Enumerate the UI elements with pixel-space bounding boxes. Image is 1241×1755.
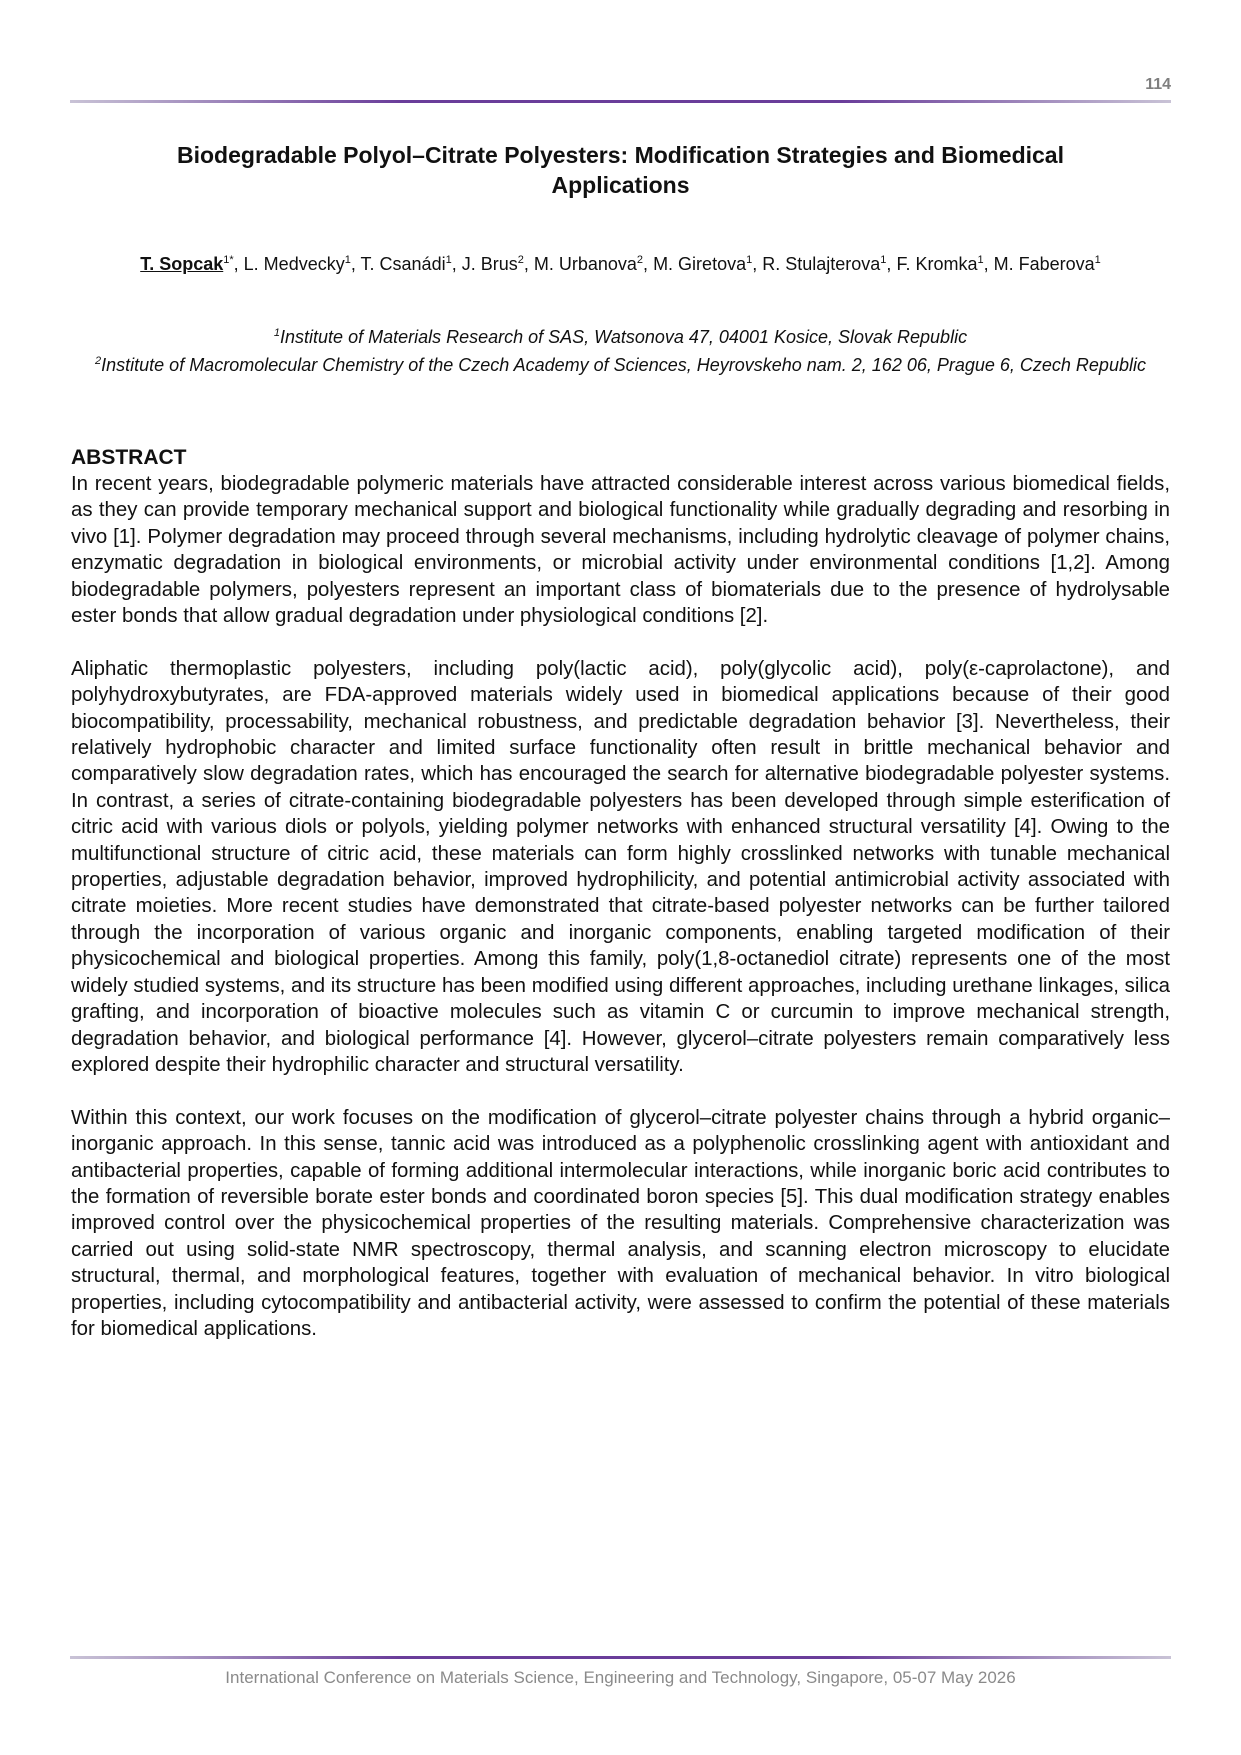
- author-affil-mark: 1: [1094, 254, 1101, 266]
- title-line-2: Applications: [551, 172, 690, 198]
- affiliation-mark: 2: [95, 355, 102, 367]
- author-affil-mark: 1: [880, 254, 887, 266]
- affiliation-text: Institute of Materials Research of SAS, Watsonova 47, 04001 Kosice, Slovak Republic: [280, 327, 968, 347]
- header-rule: [70, 100, 1171, 103]
- author-name: T. Sopcak: [140, 254, 224, 274]
- author-affil-mark: 1: [977, 254, 984, 266]
- abstract-heading: ABSTRACT: [71, 446, 187, 469]
- affiliation-mark: 1: [273, 327, 281, 339]
- abstract-section: [71, 445, 1170, 1369]
- author-affil-mark: 1: [344, 254, 351, 266]
- author-affil-mark: 1: [445, 254, 452, 266]
- author-name: L. Medvecky: [243, 254, 345, 274]
- paper-title: [110, 140, 1131, 200]
- footer-text: International Conference on Materials Science, Engineering and Technology, Singapore, 05-07 May 2026: [225, 1668, 1016, 1687]
- title-line-1: Biodegradable Polyol–Citrate Polyesters: Modification Strategies and Biomedical: [177, 142, 1064, 168]
- author-name: F. Kromka: [896, 254, 978, 274]
- author-name: J. Brus: [461, 254, 518, 274]
- author-list: T. Sopcak$^{1*}$, L. Medvecky$^1$, T. Csanádi$^1$, J. Brus$^2$, M. Urbanova$^2$, M. Giretova$^1$, R. Stulajterova$^1$, F. Kromka$^1$, M. Faberova$^1$: [140, 254, 1101, 274]
- affiliation-text: Institute of Macromolecular Chemistry of the Czech Academy of Sciences, Heyrovskeho nam. 2, 162 06, Prague 6, Czech Republic: [101, 355, 1146, 375]
- author-name: M. Giretova: [653, 254, 747, 274]
- page-number: 114: [1145, 76, 1171, 93]
- abstract-paragraph-2: Aliphatic thermoplastic polyesters, including poly(lactic acid), poly(glycolic acid), poly(ε-caprolactone), and polyhydroxybutyrates, are FDA-approved materials widely used in biomedical applications because of their good biocompatibility, processability, mechanical robustness, and predictable degradation behavior [3]. Nevertheless, their relatively hydrophobic character and limited surface functionality often result in brittle mechanical behavior and comparatively slow degradation rates, which has encouraged the search for alternative biodegradable polyester systems. In contrast, a series of citrate-containing biodegradable polyesters has been developed through simple esterification of citric acid with various diols or polyols, yielding polymer networks with enhanced structural versatility [4]. Owing to the multifunctional structure of citric acid, these materials can form highly crosslinked networks with tunable mechanical properties, adjustable degradation behavior, improved hydrophilicity, and potential antimicrobial activity associated with citrate moieties. More recent studies have demonstrated that citrate-based polyester networks can be further tailored through the incorporation of various organic and inorganic components, enabling targeted modification of their physicochemical and biological properties. Among this family, poly(1,8-octanediol citrate) represents one of the most widely studied systems, and its structure has been modified using different approaches, including urethane linkages, silica grafting, and incorporation of bioactive molecules such as vitamin C or curcumin to improve mechanical strength, degradation behavior, and biological performance [4]. However, glycerol–citrate polyesters remain comparatively less explored despite their hydrophilic character and structural versatility.: [71, 657, 1170, 1076]
- affiliation-list: [80, 321, 1161, 377]
- author-name: M. Urbanova: [533, 254, 637, 274]
- affiliation-2: [80, 349, 1161, 377]
- abstract-paragraph-1: In recent years, biodegradable polymeric materials have attracted considerable interest across various biomedical fields, as they can provide temporary mechanical support and biological functionality while gradually degrading and resorbing in vivo [1]. Polymer degradation may proceed through several mechanisms, including hydrolytic cleavage of polymer chains, enzymatic degradation in biological environments, or microbial activity under environmental conditions [1,2]. Among biodegradable polymers, polyesters represent an important class of biomaterials due to the presence of hydrolysable ester bonds that allow gradual degradation under physiological conditions [2].: [71, 473, 1170, 628]
- footer-rule: [70, 1656, 1171, 1659]
- affiliation-1: [80, 321, 1161, 349]
- author-affil-mark: 2: [517, 254, 524, 266]
- author-affil-mark: 1*: [223, 254, 234, 266]
- author-affil-mark: 2: [636, 254, 644, 266]
- author-affil-mark: 1: [746, 254, 753, 266]
- author-name: R. Stulajterova: [762, 254, 881, 274]
- abstract-paragraph-3: Within this context, our work focuses on the modification of glycerol–citrate polyester chains through a hybrid organic–inorganic approach. In this sense, tannic acid was introduced as a polyphenolic crosslinking agent with antioxidant and antibacterial properties, capable of forming additional intermolecular interactions, while inorganic boric acid contributes to the formation of reversible borate ester bonds and coordinated boron species [5]. This dual modification strategy enables improved control over the physicochemical properties of the resulting materials. Comprehensive characterization was carried out using solid-state NMR spectroscopy, thermal analysis, and scanning electron microscopy to elucidate structural, thermal, and morphological features, together with evaluation of mechanical behavior. In vitro biological properties, including cytocompatibility and antibacterial activity, were assessed to confirm the potential of these materials for biomedical applications.: [71, 1106, 1170, 1340]
- author-name: M. Faberova: [993, 254, 1095, 274]
- author-name: T. Csanádi: [360, 254, 446, 274]
